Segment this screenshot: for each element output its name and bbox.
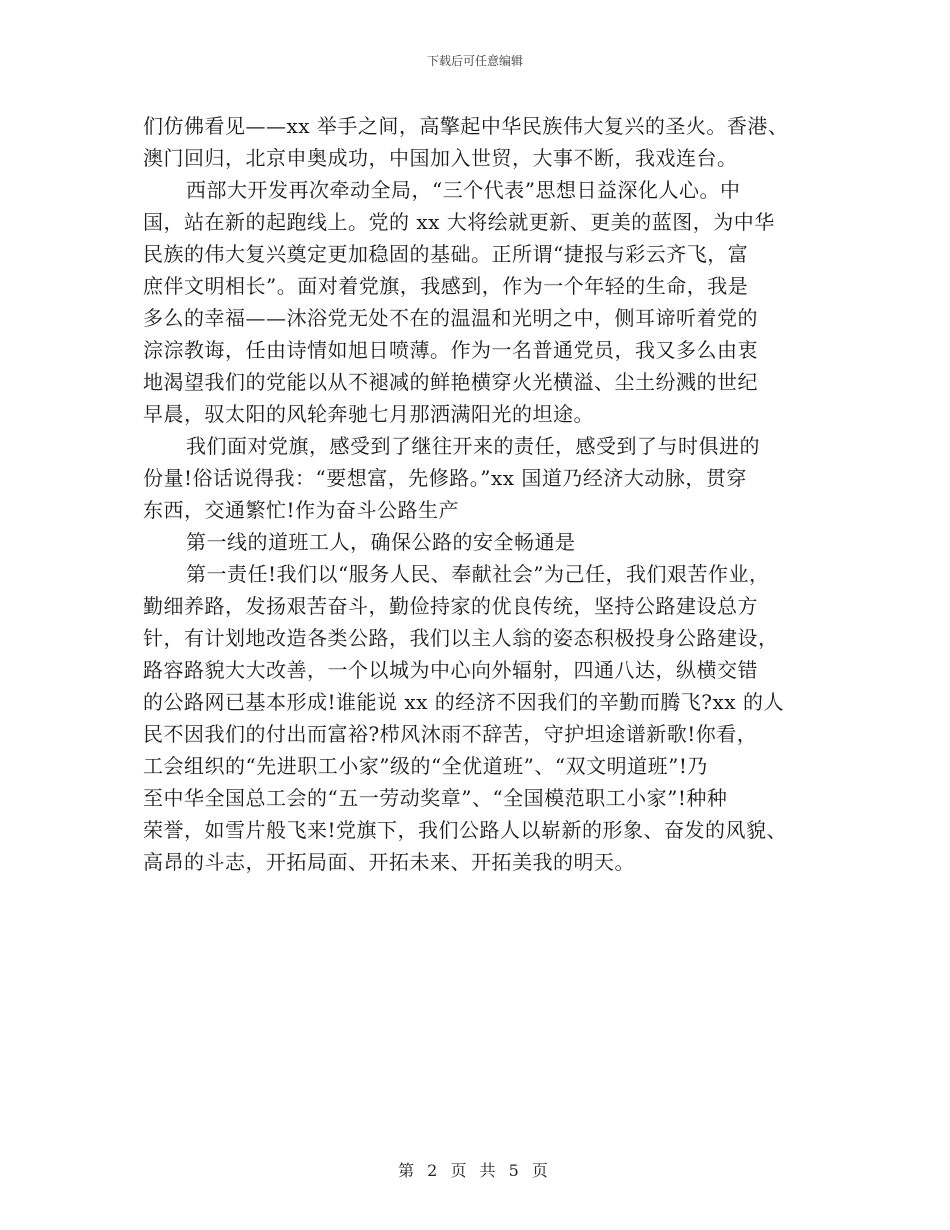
text-line: 路容路貌大大改善，一个以城为中心向外辐射，四通八达，纵横交错	[143, 658, 758, 682]
text-line: 东西，交通繁忙!作为奋斗公路生产	[143, 498, 460, 522]
text-line: 高昂的斗志，开拓局面、开拓未来、开拓美我的明天。	[143, 850, 635, 874]
text-line: 西部大开发再次牵动全局，“三个代表”思想日益深化人心。中	[186, 178, 741, 202]
text-line: 勤细养路，发扬艰苦奋斗，勤俭持家的优良传统，坚持公路建设总方	[143, 594, 758, 618]
text-line: 地渴望我们的党能以从不褪减的鲜艳横穿火光横溢、尘土纷溅的世纪	[143, 370, 758, 394]
text-line: 至中华全国总工会的“五一劳动奖章”、“全国模范职工小家”!种种	[143, 786, 728, 810]
text-line: 民族的伟大复兴奠定更加稳固的基础。正所谓“捷报与彩云齐飞，富	[143, 242, 749, 266]
text-line: 早晨，驭太阳的风轮奔驰七月那洒满阳光的坦途。	[143, 402, 594, 426]
document-body	[143, 110, 833, 878]
text-line: 澳门回归，北京申奥成功，中国加入世贸，大事不断，我戏连台。	[143, 146, 738, 170]
text-line: 民不因我们的付出而富裕?栉风沐雨不辞苦，守护坦途谱新歌!你看，	[143, 722, 758, 746]
page-number-footer: 第 2 页 共 5 页	[398, 1161, 552, 1180]
text-line: 荣誉，如雪片般飞来!党旗下，我们公路人以崭新的形象、奋发的风貌、	[143, 818, 788, 842]
text-line: 我们面对党旗，感受到了继往开来的责任，感受到了与时俱进的	[186, 434, 760, 458]
text-line: 的公路网已基本形成!谁能说 xx 的经济不因我们的辛勤而腾飞?xx 的人	[143, 690, 784, 714]
text-line: 淙淙教诲，任由诗情如旭日喷薄。作为一名普通党员，我又多么由衷	[143, 338, 758, 362]
text-line: 针，有计划地改造各类公路，我们以主人翁的姿态积极投身公路建设，	[143, 626, 779, 650]
text-line: 国，站在新的起跑线上。党的 xx 大将绘就更新、更美的蓝图，为中华	[143, 210, 775, 234]
text-line: 多么的幸福——沐浴党无处不在的温温和光明之中，侧耳谛听着党的	[143, 306, 758, 330]
text-line: 第一线的道班工人，确保公路的安全畅通是	[186, 530, 576, 554]
text-line: 第一责任!我们以“服务人民、奉献社会”为己任，我们艰苦作业，	[186, 562, 770, 586]
text-line: 份量!俗话说得我：“要想富，先修路。”xx 国道乃经济大动脉，贯穿	[143, 466, 747, 490]
text-line: 庶伴文明相长”。面对着党旗，我感到，作为一个年轻的生命，我是	[143, 274, 749, 298]
text-line: 工会组织的“先进职工小家”级的“全优道班”、“双文明道班”!乃	[143, 754, 708, 778]
page-header-note: 下载后可任意编辑	[426, 54, 523, 68]
text-line: 们仿佛看见——xx 举手之间，高擎起中华民族伟大复兴的圣火。香港、	[143, 114, 789, 138]
